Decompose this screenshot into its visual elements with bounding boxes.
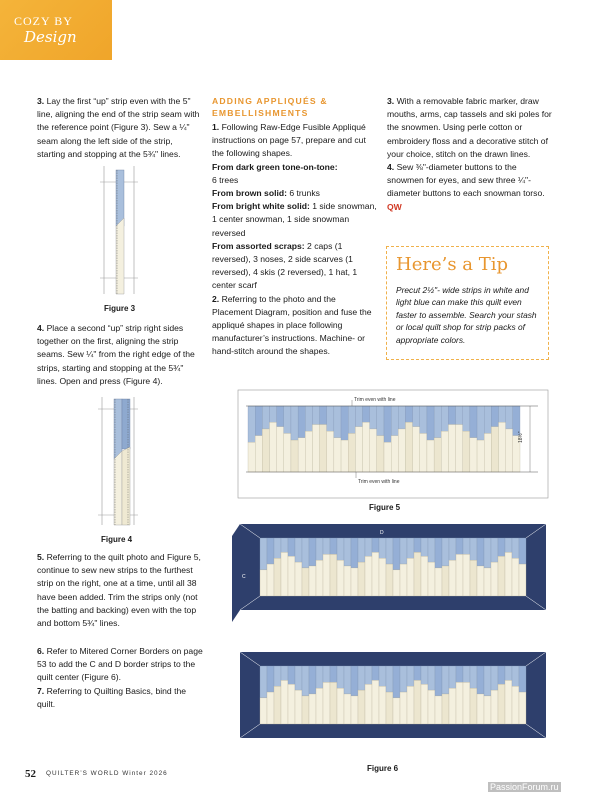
cream-strip-segment: [330, 682, 337, 724]
blue-strip-segment: [512, 666, 519, 686]
cream-strip-segment: [316, 560, 323, 596]
blue-strip-segment: [248, 406, 255, 442]
cream-strip-segment: [427, 440, 434, 472]
cut-list-brown: [212, 187, 378, 200]
blue-strip-segment: [363, 406, 370, 422]
blue-strip-segment: [323, 666, 330, 682]
step-text: Refer to Mitered Corner Borders on page 53 to add the C and D border strips to the quilt center (Figure 6).: [37, 646, 203, 683]
blue-strip-segment: [442, 666, 449, 694]
blue-strip-segment: [506, 406, 513, 429]
badge-title: COZY BY: [14, 14, 73, 28]
blue-strip-segment: [463, 538, 470, 554]
cream-strip-segment: [309, 694, 316, 724]
cream-strip-segment: [463, 554, 470, 596]
blue-strip-segment: [344, 666, 351, 694]
blue-strip-segment: [413, 406, 420, 427]
blue-strip-segment: [420, 406, 427, 433]
cream-strip-segment: [386, 564, 393, 596]
cream-strip-segment: [434, 438, 441, 472]
cream-strip-segment: [379, 686, 386, 724]
cream-strip-segment: [407, 686, 414, 724]
cream-strip-segment: [262, 429, 269, 472]
cream-strip-segment: [400, 692, 407, 724]
cream-strip-segment: [400, 564, 407, 596]
step-7-paragraph: [37, 685, 205, 711]
cream-strip-segment: [295, 690, 302, 724]
cream-strip-segment: [370, 429, 377, 472]
cream-strip-segment: [337, 688, 344, 724]
cream-strip-segment: [323, 554, 330, 596]
figure-4-caption: Figure 4: [101, 535, 133, 544]
cream-strip-segment: [358, 690, 365, 724]
cream-strip-segment: [393, 570, 400, 596]
cream-strip-segment: [505, 552, 512, 596]
quilt-1-strips: [260, 538, 526, 596]
cream-strip-segment: [428, 562, 435, 596]
blue-strip-segment: [484, 538, 491, 568]
blue-strip-segment: [491, 538, 498, 562]
blue-strip-segment: [302, 666, 309, 696]
step-text: Following Raw-Edge Fusible Appliqué instructions on page 57, prepare and cut the following shapes.: [212, 122, 366, 159]
cream-strip-segment: [435, 568, 442, 596]
blue-strip-segment: [498, 666, 505, 684]
step-number: 7.: [37, 686, 45, 696]
blue-strip-segment: [260, 538, 267, 570]
blue-strip-segment: [305, 406, 312, 431]
blue-strip-segment: [393, 538, 400, 570]
cream-strip-segment: [267, 564, 274, 596]
blue-strip-segment: [519, 538, 526, 564]
cream-strip-segment: [288, 684, 295, 724]
cream-strip-segment: [323, 682, 330, 724]
cream-strip-segment: [351, 568, 358, 596]
blue-strip-segment: [365, 538, 372, 556]
blue-strip-segment: [351, 538, 358, 568]
blue-strip-segment: [441, 406, 448, 431]
cream-strip-segment: [320, 425, 327, 472]
blue-strip-segment: [330, 666, 337, 682]
cream-strip-segment: [393, 698, 400, 724]
publication-line: [46, 770, 168, 777]
step-text: Referring to Quilting Basics, bind the quilt.: [37, 686, 187, 710]
step-number: 5.: [37, 552, 45, 562]
blue-strip-segment: [302, 538, 309, 568]
blue-strip-segment: [435, 666, 442, 696]
cream-strip-segment: [281, 552, 288, 596]
appliques-block: [212, 121, 378, 359]
watermark: PassionForum.ru: [490, 782, 559, 792]
border-d-label: D: [380, 530, 384, 536]
cream-strip-segment: [363, 422, 370, 472]
cream-strip-segment: [463, 431, 470, 472]
cream-strip-segment: [281, 680, 288, 724]
step-number: 4.: [37, 323, 45, 333]
cream-strip-segment: [449, 560, 456, 596]
blue-strip-segment: [477, 666, 484, 694]
blue-strip-segment: [456, 538, 463, 554]
cream-strip-segment: [365, 684, 372, 724]
blue-strip-segment: [484, 666, 491, 696]
blue-strip-segment: [505, 538, 512, 552]
cut-text: 6 trunks: [289, 188, 320, 199]
blue-strip-segment: [316, 538, 323, 560]
step-3-paragraph: [37, 95, 200, 161]
blue-strip-segment: [291, 406, 298, 440]
blue-strip-segment: [337, 538, 344, 560]
cream-strip-segment: [456, 682, 463, 724]
step-4-paragraph: [37, 322, 205, 388]
blue-strip-segment: [269, 406, 276, 422]
blue-strip-segment: [267, 666, 274, 692]
cream-strip-segment: [470, 688, 477, 724]
cream-strip-segment: [302, 568, 309, 596]
cream-strip-segment: [477, 440, 484, 472]
blue-strip-segment: [456, 406, 463, 425]
cream-strip-segment: [295, 562, 302, 596]
badge-script-title: Design: [24, 28, 77, 46]
cream-strip-segment: [506, 429, 513, 472]
blue-strip-segment: [463, 666, 470, 682]
blue-strip-segment: [386, 538, 393, 564]
cream-strip-segment: [484, 696, 491, 724]
cream-strip-segment: [420, 433, 427, 472]
col3-block: [387, 95, 553, 214]
cream-strip-segment: [379, 558, 386, 596]
border-c: [232, 524, 240, 622]
blue-strip-segment: [456, 666, 463, 682]
blue-strip-segment: [341, 406, 348, 440]
blue-strip-segment: [344, 538, 351, 566]
figure-6-caption: Figure 6: [367, 764, 399, 773]
blue-strip-segment: [470, 538, 477, 560]
blue-strip-segment: [427, 406, 434, 440]
blue-strip-segment: [400, 666, 407, 692]
cream-strip-segment: [512, 558, 519, 596]
cream-strip-segment: [407, 558, 414, 596]
trim-label-top: Trim even with line: [354, 397, 396, 403]
end-mark: QW: [387, 201, 402, 212]
cut-label: From brown solid:: [212, 188, 287, 199]
cream-strip-segment: [477, 694, 484, 724]
blue-strip-segment: [421, 666, 428, 684]
blue-strip-segment: [327, 406, 334, 431]
page-number: 52: [25, 768, 36, 780]
blue-strip-segment: [370, 406, 377, 429]
cream-strip-segment: [337, 560, 344, 596]
cream-strip-segment: [456, 425, 463, 472]
blue-strip-segment: [449, 666, 456, 688]
cream-strip-segment: [372, 552, 379, 596]
cream-strip-segment: [519, 692, 526, 724]
cream-strip-segment: [284, 433, 291, 472]
cut-list-white: [212, 200, 378, 240]
cream-strip-segment: [344, 566, 351, 596]
cream-strip-segment: [405, 422, 412, 472]
cream-strip-segment: [351, 696, 358, 724]
cream-strip-segment: [274, 558, 281, 596]
blue-strip-segment: [309, 538, 316, 566]
cream-strip-segment: [377, 436, 384, 472]
border-c-label: C: [242, 574, 246, 580]
section-heading: ADDING APPLIQUÉS & EMBELLISHMENTS: [212, 96, 328, 118]
cream-strip-segment: [274, 686, 281, 724]
figure-4-diagram: [98, 397, 138, 525]
blue-strip-segment: [470, 406, 477, 438]
cream-strip-segment: [477, 566, 484, 596]
blue-strip-segment: [407, 666, 414, 686]
cut-text: 1 side snowman, 1 center snowman, 1 side snowman reversed: [212, 201, 377, 238]
cut-label: From assorted scraps:: [212, 240, 305, 251]
cream-strip-segment: [260, 570, 267, 596]
blue-strip-segment: [284, 406, 291, 433]
cream-strip-segment: [391, 436, 398, 472]
cream-strip-segment: [421, 556, 428, 596]
cream-strip-segment: [470, 438, 477, 472]
blue-strip-segment: [358, 538, 365, 562]
appliques-step-1: [212, 121, 378, 161]
cream-strip-segment: [358, 562, 365, 596]
cream-strip-segment: [344, 694, 351, 724]
cream-strip-segment: [484, 433, 491, 472]
cream-strip-segment: [291, 440, 298, 472]
cream-strip-segment: [463, 682, 470, 724]
cream-strip-segment: [421, 684, 428, 724]
figure-5-strips: [248, 406, 520, 472]
cream-strip-segment: [491, 562, 498, 596]
blue-strip-segment: [512, 538, 519, 558]
cream-strip-segment: [435, 696, 442, 724]
blue-strip-segment: [372, 538, 379, 552]
step-text: Referring to the photo and the Placement Diagram, position and fuse the appliqué shapes in place following manufacturer’s instructions. Machine- or hand-stitch around the shapes.: [212, 293, 372, 357]
blue-strip-segment: [262, 406, 269, 429]
blue-strip-segment: [379, 666, 386, 686]
step-number: 4.: [387, 162, 395, 173]
step-text: Place a second “up” strip right sides together on the first, aligning the strip seams. Sew ¼" from the right edge of the strips, starting and stopping at the 5¾" lines. Open and press (Figure 4).: [37, 323, 195, 386]
dimension-label: 18½": [518, 431, 524, 443]
cut-list-scraps: [212, 240, 378, 293]
blue-strip-segment: [358, 666, 365, 690]
blue-strip-segment: [320, 406, 327, 425]
blue-strip-segment: [398, 406, 405, 429]
blue-strip-segment: [434, 406, 441, 438]
cut-label: From dark green tone-on-tone:: [212, 161, 338, 172]
tip-text: Precut 2½"- wide strips in white and light blue can make this quilt even faster to assemble. Search your stash or local quilt shop for strip packs of appropriate colors.: [396, 285, 537, 345]
cream-strip-segment: [413, 427, 420, 472]
blue-strip-segment: [391, 406, 398, 436]
quilt-top-1: [232, 524, 546, 622]
cream-strip-segment: [260, 698, 267, 724]
figure-3-diagram: [100, 166, 138, 294]
cream-strip-segment: [499, 422, 506, 472]
blue-strip-segment: [260, 666, 267, 698]
cream-strip-segment: [505, 680, 512, 724]
cream-strip-segment: [386, 692, 393, 724]
blue-strip-segment: [491, 406, 498, 427]
blue-strip-segment: [519, 666, 526, 692]
figure-5-diagram: [238, 390, 548, 498]
cream-strip-segment: [384, 442, 391, 472]
cream-strip-segment: [355, 427, 362, 472]
cut-text: 2 caps (1 reversed), 3 noses, 2 side scarves (1 reversed), 4 skis (2 reversed), 1 hat, 1 center scarf: [212, 240, 358, 291]
cream-strip-segment: [442, 566, 449, 596]
blue-strip-segment: [312, 406, 319, 425]
step-number: 2.: [212, 293, 220, 304]
appliques-step-2: [212, 293, 378, 359]
blue-strip-segment: [435, 538, 442, 568]
blue-strip-segment: [355, 406, 362, 427]
cut-text: 6 trees: [212, 174, 239, 185]
blue-strip-segment: [442, 538, 449, 566]
blue-strip-segment: [513, 406, 520, 436]
cream-strip-segment: [414, 680, 421, 724]
embellish-step-3: [387, 95, 553, 161]
cream-strip-segment: [309, 566, 316, 596]
blue-strip-segment: [421, 538, 428, 556]
cream-strip-segment: [470, 560, 477, 596]
cream-strip-segment: [456, 554, 463, 596]
step-number: 6.: [37, 646, 45, 656]
blue-strip-segment: [377, 406, 384, 436]
blue-strip-segment: [295, 538, 302, 562]
cream-strip-segment: [448, 425, 455, 472]
cream-strip-segment: [491, 690, 498, 724]
publication-issue: Winter 2026: [122, 770, 168, 777]
blue-strip-segment: [372, 666, 379, 680]
blue-strip-segment: [281, 538, 288, 552]
cream-strip-segment: [312, 425, 319, 472]
cream-strip-segment: [248, 442, 255, 472]
blue-strip-segment: [407, 538, 414, 558]
blue-strip-segment: [351, 666, 358, 696]
cream-strip-segment: [428, 690, 435, 724]
blue-strip-segment: [277, 406, 284, 427]
figure-3-caption: Figure 3: [104, 304, 136, 313]
blue-strip-segment: [288, 666, 295, 684]
cream-strip-segment: [288, 556, 295, 596]
cut-label: From bright white solid:: [212, 201, 310, 212]
step-text: Referring to the quilt photo and Figure 5, continue to sew new strips to the furthest strip on the right, one at a time, until all 38 have been added. Trim the strips only (not the batting and backing) even with the top and bottom 5¾" lines.: [37, 552, 201, 629]
cream-strip-segment: [442, 694, 449, 724]
quilt-top-2: [240, 652, 546, 738]
trim-label-bottom: Trim even with line: [358, 479, 400, 485]
blue-strip-segment: [365, 666, 372, 684]
blue-strip-segment: [384, 406, 391, 442]
blue-strip-segment: [323, 538, 330, 554]
blue-strip-segment: [505, 666, 512, 680]
blue-strip-segment: [274, 538, 281, 558]
cream-strip-segment: [269, 422, 276, 472]
cream-strip-segment: [267, 692, 274, 724]
cream-strip-segment: [298, 438, 305, 472]
step-6-paragraph: [37, 645, 205, 685]
blue-strip-segment: [274, 666, 281, 686]
blue-strip-segment: [499, 406, 506, 422]
step-number: 3.: [387, 96, 395, 106]
blue-strip-segment: [337, 666, 344, 688]
cream-strip-segment: [519, 564, 526, 596]
cream-strip-segment: [330, 554, 337, 596]
cream-strip-segment: [302, 696, 309, 724]
blue-strip-segment: [316, 666, 323, 688]
publication-name: QUILTER’S WORLD: [46, 770, 120, 777]
cream-strip-segment: [491, 427, 498, 472]
blue-strip-segment: [428, 538, 435, 562]
step-text: With a removable fabric marker, draw mouths, arms, cap tassels and ski poles for the snowmen. Using perle cotton or embroidery floss and a decorative stitch of your choice, stitch on the drawn lines.: [387, 96, 552, 159]
tip-title: Here’s a Tip: [396, 254, 509, 275]
blue-strip-segment: [463, 406, 470, 431]
blue-strip-segment: [449, 538, 456, 560]
blue-strip-segment: [334, 406, 341, 438]
blue-strip-segment: [255, 406, 262, 436]
blue-strip-segment: [309, 666, 316, 694]
blue-strip-segment: [448, 406, 455, 425]
cream-strip-segment: [398, 429, 405, 472]
cut-list-green: [212, 161, 378, 187]
cream-strip-segment: [498, 556, 505, 596]
cream-strip-segment: [449, 688, 456, 724]
blue-strip-segment: [405, 406, 412, 422]
blue-strip-segment: [288, 538, 295, 556]
blue-strip-segment: [281, 666, 288, 680]
cream-strip-segment: [305, 431, 312, 472]
step-number: 3.: [37, 96, 45, 106]
blue-strip-segment: [428, 666, 435, 690]
cream-strip-segment: [512, 686, 519, 724]
blue-strip-segment: [393, 666, 400, 698]
blue-strip-segment: [400, 538, 407, 564]
cream-strip-segment: [316, 688, 323, 724]
cream-strip-segment: [414, 552, 421, 596]
step-5-paragraph: [37, 551, 205, 630]
cream-strip-segment: [255, 436, 262, 472]
blue-strip-segment: [295, 666, 302, 690]
blue-strip-segment: [484, 406, 491, 433]
blue-strip-segment: [386, 666, 393, 692]
cream-strip-segment: [498, 684, 505, 724]
blue-strip-segment: [491, 666, 498, 690]
cream-strip-segment: [327, 431, 334, 472]
blue-strip-segment: [498, 538, 505, 556]
step-number: 1.: [212, 122, 220, 132]
figure-5-caption: Figure 5: [369, 503, 401, 512]
cream-strip-segment: [348, 433, 355, 472]
blue-strip-segment: [414, 538, 421, 552]
step-text: Lay the first “up” strip even with the 5" line, aligning the end of the strip seam with the reference point (Figure 3). Sew a ¼" seam along the left side of the strip, starting and stopping at the 5¾" lines.: [37, 96, 200, 159]
figure-6-diagram: [232, 524, 554, 760]
step-text: Sew ⅜"-diameter buttons to the snowmen for eyes, and sew three ¼"-diameter buttons to each snowman torso.: [387, 162, 545, 199]
cream-strip-segment: [372, 680, 379, 724]
cream-strip-segment: [341, 440, 348, 472]
blue-strip-segment: [477, 538, 484, 566]
cream-strip-segment: [277, 427, 284, 472]
cream-strip-segment: [441, 431, 448, 472]
cream-strip-segment: [365, 556, 372, 596]
blue-strip-segment: [470, 666, 477, 688]
embellish-step-4: [387, 161, 553, 214]
blue-strip-segment: [477, 406, 484, 440]
quilt-2-strips: [260, 666, 526, 724]
blue-strip-segment: [414, 666, 421, 680]
cream-strip-segment: [484, 568, 491, 596]
blue-strip-segment: [298, 406, 305, 438]
cream-strip-segment: [334, 438, 341, 472]
blue-strip-segment: [348, 406, 355, 433]
blue-strip-segment: [379, 538, 386, 558]
blue-strip-segment: [267, 538, 274, 564]
blue-strip-segment: [330, 538, 337, 554]
